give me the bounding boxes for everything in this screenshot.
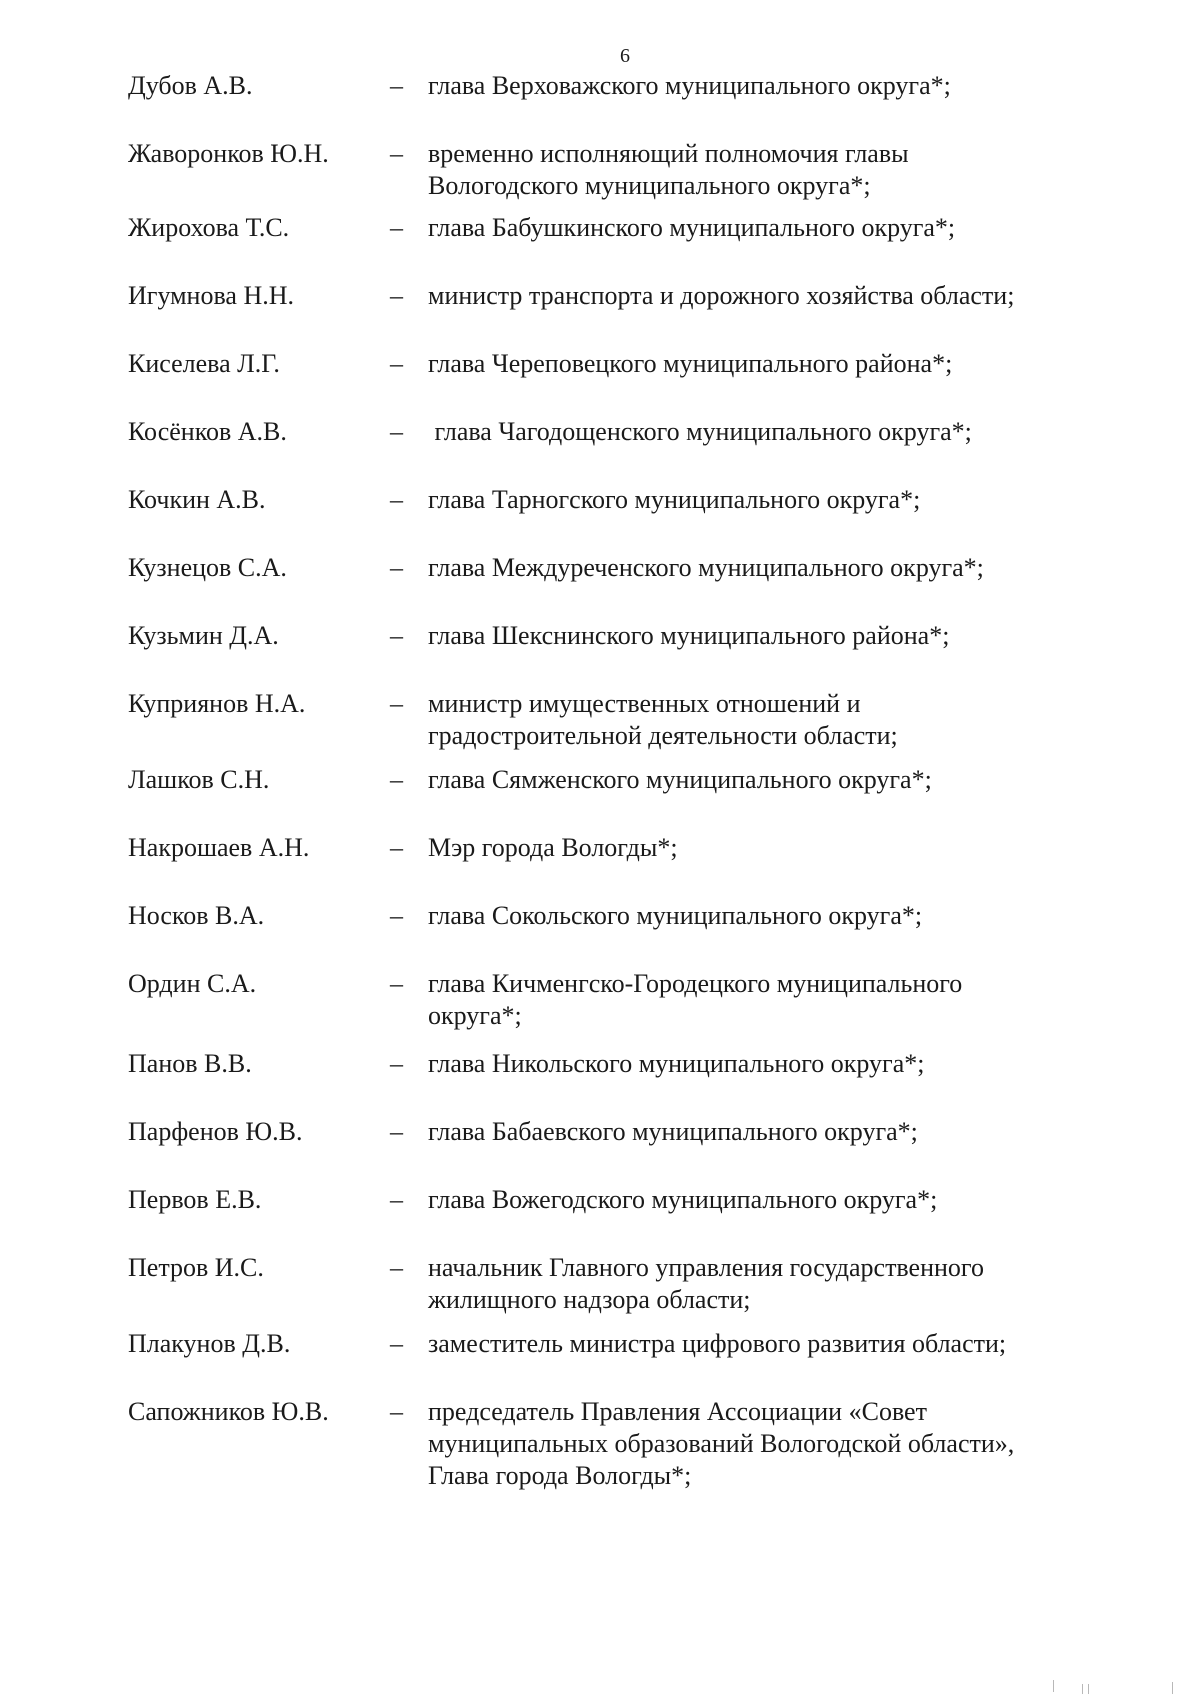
member-name: Киселева Л.Г. bbox=[128, 349, 280, 378]
position-line: глава Чагодощенского муниципального округа*; bbox=[428, 417, 972, 446]
position-line: глава Череповецкого муниципального района*; bbox=[428, 349, 953, 378]
scan-mark bbox=[1088, 1684, 1089, 1694]
dash-separator: – bbox=[390, 417, 403, 446]
dash-separator: – bbox=[390, 281, 403, 310]
dash-separator: – bbox=[390, 833, 403, 862]
member-name: Лашков С.Н. bbox=[128, 765, 270, 794]
member-name: Парфенов Ю.В. bbox=[128, 1117, 303, 1146]
member-name: Куприянов Н.А. bbox=[128, 689, 306, 718]
page-number: 6 bbox=[620, 45, 630, 67]
dash-separator: – bbox=[390, 1049, 403, 1078]
position-line: градостроительной деятельности области; bbox=[428, 721, 898, 750]
member-position bbox=[428, 688, 1108, 752]
member-position bbox=[428, 348, 1108, 380]
scan-mark bbox=[1172, 1682, 1173, 1694]
dash-separator: – bbox=[390, 1253, 403, 1282]
member-position bbox=[428, 832, 1108, 864]
member-position bbox=[428, 416, 1108, 448]
position-line: округа*; bbox=[428, 1001, 522, 1030]
member-position bbox=[428, 1328, 1108, 1360]
dash-separator: – bbox=[390, 1117, 403, 1146]
member-name: Сапожников Ю.В. bbox=[128, 1397, 329, 1426]
position-line: глава Междуреченского муниципального округа*; bbox=[428, 553, 984, 582]
position-line: глава Шекснинского муниципального района*; bbox=[428, 621, 950, 650]
position-line: жилищного надзора области; bbox=[428, 1285, 751, 1314]
position-line: министр транспорта и дорожного хозяйства области; bbox=[428, 281, 1015, 310]
position-line: начальник Главного управления государственного bbox=[428, 1253, 984, 1282]
position-line: глава Вожегодского муниципального округа*; bbox=[428, 1185, 938, 1214]
member-name: Плакунов Д.В. bbox=[128, 1329, 291, 1358]
member-position bbox=[428, 70, 1108, 102]
member-position bbox=[428, 280, 1108, 312]
dash-separator: – bbox=[390, 969, 403, 998]
member-name: Дубов А.В. bbox=[128, 71, 253, 100]
position-line: Глава города Вологды*; bbox=[428, 1461, 692, 1490]
position-line: глава Сямженского муниципального округа*; bbox=[428, 765, 932, 794]
member-name: Косёнков А.В. bbox=[128, 417, 287, 446]
position-line: глава Никольского муниципального округа*; bbox=[428, 1049, 925, 1078]
position-line: глава Кичменгско-Городецкого муниципального bbox=[428, 969, 963, 998]
position-line: глава Тарногского муниципального округа*; bbox=[428, 485, 921, 514]
dash-separator: – bbox=[390, 553, 403, 582]
dash-separator: – bbox=[390, 1185, 403, 1214]
member-position bbox=[428, 1252, 1108, 1316]
position-line: глава Бабушкинского муниципального округа*; bbox=[428, 213, 956, 242]
member-position bbox=[428, 1396, 1108, 1492]
member-position bbox=[428, 1184, 1108, 1216]
member-name: Кузнецов С.А. bbox=[128, 553, 287, 582]
member-position bbox=[428, 552, 1108, 584]
dash-separator: – bbox=[390, 349, 403, 378]
member-name: Петров И.С. bbox=[128, 1253, 264, 1282]
position-line: заместитель министра цифрового развития области; bbox=[428, 1329, 1007, 1358]
dash-separator: – bbox=[390, 485, 403, 514]
member-name: Кочкин А.В. bbox=[128, 485, 266, 514]
member-position bbox=[428, 212, 1108, 244]
dash-separator: – bbox=[390, 71, 403, 100]
member-name: Первов Е.В. bbox=[128, 1185, 262, 1214]
dash-separator: – bbox=[390, 139, 403, 168]
member-name: Накрошаев А.Н. bbox=[128, 833, 310, 862]
member-name: Панов В.В. bbox=[128, 1049, 252, 1078]
member-name: Игумнова Н.Н. bbox=[128, 281, 294, 310]
member-position bbox=[428, 484, 1108, 516]
member-name: Ордин С.А. bbox=[128, 969, 257, 998]
position-line: муниципальных образований Вологодской области», bbox=[428, 1429, 1015, 1458]
member-name: Носков В.А. bbox=[128, 901, 265, 930]
position-line: председатель Правления Ассоциации «Совет bbox=[428, 1397, 927, 1426]
position-line: Мэр города Вологды*; bbox=[428, 833, 678, 862]
position-line: глава Верховажского муниципального округа*; bbox=[428, 71, 951, 100]
scan-mark bbox=[1082, 1684, 1083, 1694]
dash-separator: – bbox=[390, 901, 403, 930]
member-position bbox=[428, 764, 1108, 796]
member-position bbox=[428, 900, 1108, 932]
position-line: глава Бабаевского муниципального округа*; bbox=[428, 1117, 918, 1146]
member-position bbox=[428, 1116, 1108, 1148]
member-name: Жирохова Т.С. bbox=[128, 213, 290, 242]
dash-separator: – bbox=[390, 1397, 403, 1426]
dash-separator: – bbox=[390, 765, 403, 794]
position-line: глава Сокольского муниципального округа*; bbox=[428, 901, 923, 930]
member-position bbox=[428, 1048, 1108, 1080]
scan-mark bbox=[1053, 1680, 1054, 1692]
dash-separator: – bbox=[390, 689, 403, 718]
member-position bbox=[428, 138, 1108, 202]
member-position bbox=[428, 968, 1108, 1032]
member-position bbox=[428, 620, 1108, 652]
member-name: Кузьмин Д.А. bbox=[128, 621, 279, 650]
position-line: временно исполняющий полномочия главы bbox=[428, 139, 909, 168]
dash-separator: – bbox=[390, 1329, 403, 1358]
dash-separator: – bbox=[390, 621, 403, 650]
position-line: Вологодского муниципального округа*; bbox=[428, 171, 871, 200]
member-name: Жаворонков Ю.Н. bbox=[128, 139, 329, 168]
dash-separator: – bbox=[390, 213, 403, 242]
position-line: министр имущественных отношений и bbox=[428, 689, 861, 718]
